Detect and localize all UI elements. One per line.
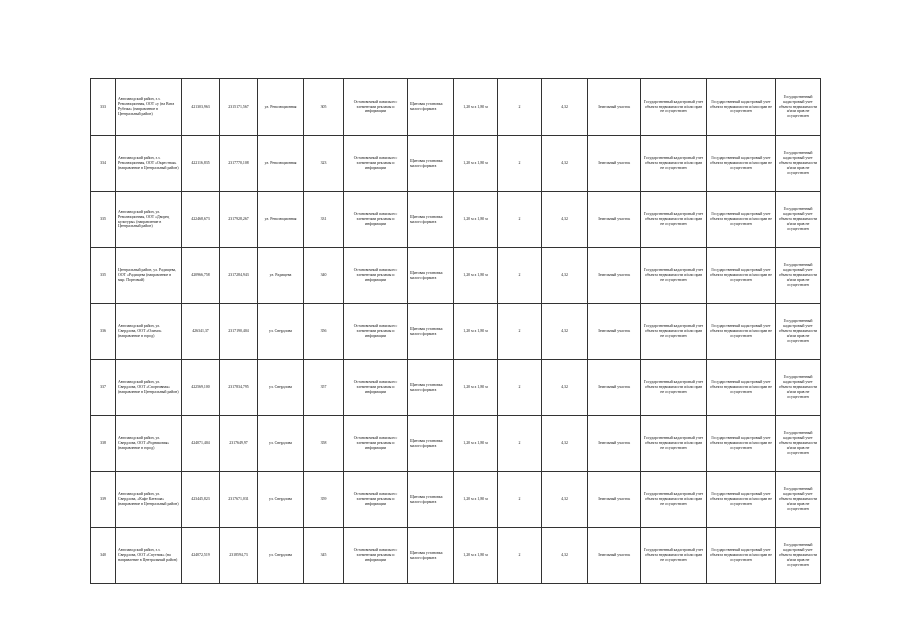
- ownership-status-cell: Государственный кадастровый учет объекта недвижимости и/или прав не осуществлен: [641, 416, 707, 472]
- size-cell: 1,20 м х 1,80 м: [454, 136, 498, 192]
- ad-format-cell: Щитовая установка малого формата: [408, 416, 454, 472]
- ownership-status-cell: Государственный кадастровый учет объекта недвижимости и/или прав не осуществлен: [707, 528, 776, 584]
- ownership-status-cell: Государственный кадастровый учет объекта недвижимости и/или прав не осуществлен: [776, 248, 821, 304]
- land-type-cell: Земельный участок: [588, 416, 641, 472]
- ownership-status-cell: Государственный кадастровый учет объекта недвижимости и/или прав не осуществлен: [641, 360, 707, 416]
- table-row: [91, 79, 821, 136]
- area-cell: 4,32: [542, 416, 588, 472]
- ad-format-cell: Щитовая установка малого формата: [408, 248, 454, 304]
- address-cell: Автозаводский район, з.з. Свердлова, ООТ «Спутник» (на направление в Центральный район): [116, 528, 182, 584]
- place-number-cell: 331: [304, 192, 344, 248]
- place-number-cell: 345: [304, 528, 344, 584]
- structure-type-cell: Остановочный павильон с элементами рекламы и информации: [344, 248, 408, 304]
- structure-type-cell: Остановочный павильон с элементами рекламы и информации: [344, 304, 408, 360]
- area-cell: 4,32: [542, 472, 588, 528]
- ownership-status-cell: Государственный кадастровый учет объекта недвижимости и/или прав не осуществлен: [707, 416, 776, 472]
- land-type-cell: Земельный участок: [588, 79, 641, 136]
- street-cell: ул. Свердлова: [258, 416, 304, 472]
- land-type-cell: Земельный участок: [588, 248, 641, 304]
- structure-type-cell: Остановочный павильон с элементами рекламы и информации: [344, 360, 408, 416]
- ad-format-cell: Щитовая установка малого формата: [408, 136, 454, 192]
- structure-type-cell: Остановочный павильон с элементами рекламы и информации: [344, 79, 408, 136]
- address-cell: Автозаводский район, ул. Свердлова, ООТ «Олимп» (направление в город): [116, 304, 182, 360]
- coord-y-cell: 2317928,267: [220, 192, 258, 248]
- ownership-status-cell: Государственный кадастровый учет объекта недвижимости и/или прав не осуществлен: [641, 304, 707, 360]
- table-row: [91, 360, 821, 416]
- table-row: [91, 248, 821, 304]
- coord-x-cell: 420966,758: [182, 248, 220, 304]
- land-type-cell: Земельный участок: [588, 304, 641, 360]
- ad-format-cell: Щитовая установка малого формата: [408, 528, 454, 584]
- ownership-status-cell: Государственный кадастровый учет объекта недвижимости и/или прав не осуществлен: [776, 304, 821, 360]
- place-number-cell: 323: [304, 136, 344, 192]
- table-row: [91, 136, 821, 192]
- ownership-status-cell: Государственный кадастровый учет объекта недвижимости и/или прав не осуществлен: [641, 528, 707, 584]
- structure-type-cell: Остановочный павильон с элементами рекламы и информации: [344, 472, 408, 528]
- street-cell: ул. Революционная: [258, 79, 304, 136]
- street-cell: ул. Свердлова: [258, 304, 304, 360]
- row-number: 334: [91, 136, 116, 192]
- ownership-status-cell: Государственный кадастровый учет объекта недвижимости и/или прав не осуществлен: [707, 304, 776, 360]
- ownership-status-cell: Государственный кадастровый учет объекта недвижимости и/или прав не осуществлен: [707, 472, 776, 528]
- row-number: 335: [91, 248, 116, 304]
- row-number: 336: [91, 304, 116, 360]
- ad-format-cell: Щитовая установка малого формата: [408, 472, 454, 528]
- place-number-cell: 305: [304, 79, 344, 136]
- place-number-cell: 359: [304, 472, 344, 528]
- land-type-cell: Земельный участок: [588, 472, 641, 528]
- ad-format-cell: Щитовая установка малого формата: [408, 304, 454, 360]
- sides-cell: 2: [498, 79, 542, 136]
- land-type-cell: Земельный участок: [588, 528, 641, 584]
- address-cell: Автозаводский район, з.з. Революционная, ООТ «у (на Вита Рубежа» (направление в Центральный район): [116, 79, 182, 136]
- size-cell: 1,20 м х 1,80 м: [454, 360, 498, 416]
- street-cell: ул. Свердлова: [258, 360, 304, 416]
- ownership-status-cell: Государственный кадастровый учет объекта недвижимости и/или прав не осуществлен: [776, 360, 821, 416]
- row-number: 337: [91, 360, 116, 416]
- row-number: 335: [91, 192, 116, 248]
- advertising-structures-table: [90, 78, 821, 584]
- sides-cell: 2: [498, 248, 542, 304]
- sides-cell: 2: [498, 360, 542, 416]
- coord-y-cell: 2315171,567: [220, 79, 258, 136]
- coord-y-cell: 2318594,73: [220, 528, 258, 584]
- ad-format-cell: Щитовая установка малого формата: [408, 79, 454, 136]
- address-cell: Автозаводский район, з.з. Революционная, ООТ «Окрестная» (направление в Центральный район): [116, 136, 182, 192]
- size-cell: 1,20 м х 1,80 м: [454, 416, 498, 472]
- coord-y-cell: 2317649,97: [220, 416, 258, 472]
- place-number-cell: 358: [304, 416, 344, 472]
- area-cell: 4,32: [542, 528, 588, 584]
- ownership-status-cell: Государственный кадастровый учет объекта недвижимости и/или прав не осуществлен: [641, 136, 707, 192]
- sides-cell: 2: [498, 472, 542, 528]
- place-number-cell: 357: [304, 360, 344, 416]
- coord-x-cell: 422116,835: [182, 136, 220, 192]
- coord-y-cell: 2317770,108: [220, 136, 258, 192]
- table-row: [91, 304, 821, 360]
- ownership-status-cell: Государственный кадастровый учет объекта недвижимости и/или прав не осуществлен: [641, 79, 707, 136]
- ownership-status-cell: Государственный кадастровый учет объекта недвижимости и/или прав не осуществлен: [776, 528, 821, 584]
- row-number: 339: [91, 472, 116, 528]
- ownership-status-cell: Государственный кадастровый учет объекта недвижимости и/или прав не осуществлен: [707, 248, 776, 304]
- coord-x-cell: 422569,100: [182, 360, 220, 416]
- sides-cell: 2: [498, 136, 542, 192]
- ad-format-cell: Щитовая установка малого формата: [408, 360, 454, 416]
- ownership-status-cell: Государственный кадастровый учет объекта недвижимости и/или прав не осуществлен: [641, 472, 707, 528]
- street-cell: ул. Свердлова: [258, 528, 304, 584]
- area-cell: 4,32: [542, 248, 588, 304]
- ownership-status-cell: Государственный кадастровый учет объекта недвижимости и/или прав не осуществлен: [707, 192, 776, 248]
- structure-type-cell: Остановочный павильон с элементами рекламы и информации: [344, 416, 408, 472]
- structure-type-cell: Остановочный павильон с элементами рекламы и информации: [344, 528, 408, 584]
- area-cell: 4,32: [542, 192, 588, 248]
- coord-x-cell: 421303,963: [182, 79, 220, 136]
- structure-type-cell: Остановочный павильон с элементами рекламы и информации: [344, 192, 408, 248]
- land-type-cell: Земельный участок: [588, 192, 641, 248]
- size-cell: 1,20 м х 1,80 м: [454, 528, 498, 584]
- coord-y-cell: 2317671,031: [220, 472, 258, 528]
- coord-x-cell: 424072,519: [182, 528, 220, 584]
- table-row: [91, 528, 821, 584]
- size-cell: 1,20 м х 1,80 м: [454, 304, 498, 360]
- table-row: [91, 192, 821, 248]
- table-row: [91, 472, 821, 528]
- sides-cell: 2: [498, 304, 542, 360]
- ownership-status-cell: Государственный кадастровый учет объекта недвижимости и/или прав не осуществлен: [776, 136, 821, 192]
- street-cell: ул. Радищева: [258, 248, 304, 304]
- address-cell: Центральный район, ул. Радищева, ООТ «Радищева (направление в мкр. Портовый): [116, 248, 182, 304]
- area-cell: 4,32: [542, 360, 588, 416]
- size-cell: 1,20 м х 1,80 м: [454, 472, 498, 528]
- area-cell: 4,32: [542, 136, 588, 192]
- size-cell: 1,20 м х 1,80 м: [454, 79, 498, 136]
- row-number: 340: [91, 528, 116, 584]
- place-number-cell: 356: [304, 304, 344, 360]
- address-cell: Автозаводский район, ул. Свердлова, ООТ «Родниковая» (направление в город): [116, 416, 182, 472]
- address-cell: Автозаводский район, ул. Свердлова, «Кафе Катюша» (направление в Центральный район): [116, 472, 182, 528]
- table-row: [91, 416, 821, 472]
- coord-y-cell: 2317284,943: [220, 248, 258, 304]
- coord-y-cell: 2317834,795: [220, 360, 258, 416]
- table-body: [91, 79, 821, 584]
- sides-cell: 2: [498, 192, 542, 248]
- area-cell: 4,32: [542, 79, 588, 136]
- address-cell: Автозаводский район, ул. Революционная, ООТ «Дворец культуры» (направление в Центральный район): [116, 192, 182, 248]
- street-cell: ул. Свердлова: [258, 472, 304, 528]
- street-cell: ул. Революционная: [258, 136, 304, 192]
- area-cell: 4,32: [542, 304, 588, 360]
- ownership-status-cell: Государственный кадастровый учет объекта недвижимости и/или прав не осуществлен: [707, 136, 776, 192]
- ownership-status-cell: Государственный кадастровый учет объекта недвижимости и/или прав не осуществлен: [707, 79, 776, 136]
- land-type-cell: Земельный участок: [588, 360, 641, 416]
- address-cell: Автозаводский район, ул. Свердлова, ООТ «Спортивная» (направление в Центральный район): [116, 360, 182, 416]
- coord-x-cell: 423445,823: [182, 472, 220, 528]
- row-number: 333: [91, 79, 116, 136]
- sides-cell: 2: [498, 416, 542, 472]
- coord-x-cell: 426341,37: [182, 304, 220, 360]
- ownership-status-cell: Государственный кадастровый учет объекта недвижимости и/или прав не осуществлен: [641, 192, 707, 248]
- ownership-status-cell: Государственный кадастровый учет объекта недвижимости и/или прав не осуществлен: [776, 416, 821, 472]
- ownership-status-cell: Государственный кадастровый учет объекта недвижимости и/или прав не осуществлен: [641, 248, 707, 304]
- sides-cell: 2: [498, 528, 542, 584]
- ownership-status-cell: Государственный кадастровый учет объекта недвижимости и/или прав не осуществлен: [776, 192, 821, 248]
- coord-x-cell: 422468,673: [182, 192, 220, 248]
- size-cell: 1,20 м х 1,80 м: [454, 248, 498, 304]
- ownership-status-cell: Государственный кадастровый учет объекта недвижимости и/или прав не осуществлен: [776, 79, 821, 136]
- size-cell: 1,20 м х 1,80 м: [454, 192, 498, 248]
- ownership-status-cell: Государственный кадастровый учет объекта недвижимости и/или прав не осуществлен: [776, 472, 821, 528]
- row-number: 338: [91, 416, 116, 472]
- coord-x-cell: 424071,404: [182, 416, 220, 472]
- street-cell: ул. Революционная: [258, 192, 304, 248]
- land-type-cell: Земельный участок: [588, 136, 641, 192]
- place-number-cell: 340: [304, 248, 344, 304]
- coord-y-cell: 2317190,404: [220, 304, 258, 360]
- ad-format-cell: Щитовая установка малого формата: [408, 192, 454, 248]
- structure-type-cell: Остановочный павильон с элементами рекламы и информации: [344, 136, 408, 192]
- ownership-status-cell: Государственный кадастровый учет объекта недвижимости и/или прав не осуществлен: [707, 360, 776, 416]
